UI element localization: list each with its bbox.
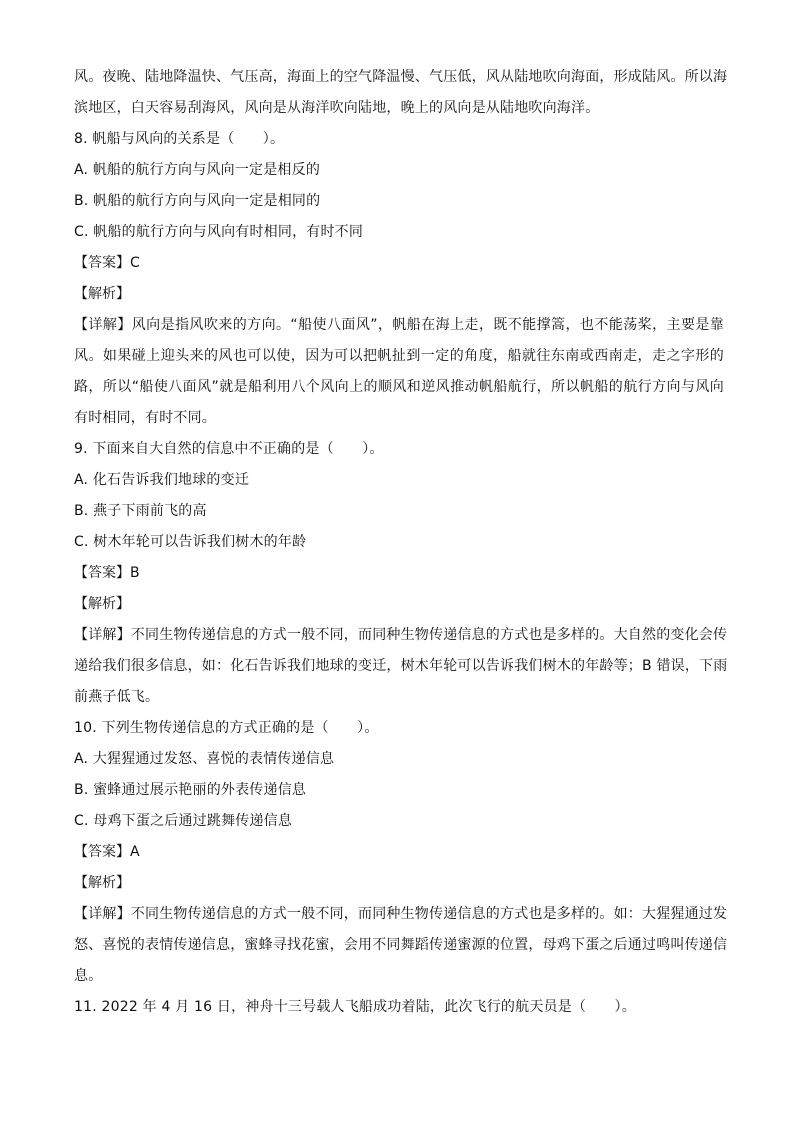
detail-line: 风。如果碰上迎头来的风也可以使，因为可以把帆扯到一定的角度，船就往东南或西南走，走之字形的 [74, 348, 724, 364]
detail-paragraph [74, 620, 728, 713]
analysis-label: 【解析】 [74, 286, 130, 302]
option-b: B. 蜜蜂通过展示艳丽的外表传递信息 [74, 782, 307, 798]
analysis-label: 【解析】 [74, 875, 130, 891]
answer-label: 【答案】B [74, 565, 140, 581]
intro-line-2: 滨地区，白天容易刮海风，风向是从海洋吹向陆地，晚上的风向是从陆地吹向海洋。 [74, 100, 600, 116]
detail-line: 有时相同，有时不同。 [74, 410, 216, 426]
question-stem: 9. 下面来自大自然的信息中不正确的是（ ）。 [74, 441, 384, 457]
option-b: B. 燕子下雨前飞的高 [74, 503, 207, 519]
question-8 [74, 124, 724, 434]
question-stem: 10. 下列生物传递信息的方式正确的是（ ）。 [74, 720, 379, 736]
detail-line: 【详解】不同生物传递信息的方式一般不同，而同种生物传递信息的方式也是多样的。如：大猩猩通过发 [74, 906, 728, 922]
detail-line: 【详解】风向是指风吹来的方向。“船使八面风”，帆船在海上走，既不能撑篙，也不能荡桨，主要是靠 [74, 317, 724, 333]
detail-line: 【详解】不同生物传递信息的方式一般不同，而同种生物传递信息的方式也是多样的。大自然的变化会传 [74, 627, 728, 643]
question-10 [74, 713, 728, 992]
question-stem: 11. 2022 年 4 月 16 日，神舟十三号载人飞船成功着陆，此次飞行的航天员是（ ）。 [74, 999, 636, 1015]
intro-line-1: 风。夜晚、陆地降温快、气压高，海面上的空气降温慢、气压低，风从陆地吹向海面，形成陆风。所以海 [74, 69, 728, 85]
option-a: A. 化石告诉我们地球的变迁 [74, 472, 250, 488]
document-page [74, 62, 728, 1023]
question-9 [74, 434, 728, 713]
option-a: A. 帆船的航行方向与风向一定是相反的 [74, 162, 321, 178]
option-c: C. 帆船的航行方向与风向有时相同，有时不同 [74, 224, 364, 240]
question-11 [74, 992, 724, 1023]
option-c: C. 母鸡下蛋之后通过跳舞传递信息 [74, 813, 293, 829]
intro-paragraph [74, 62, 728, 124]
option-a: A. 大猩猩通过发怒、喜悦的表情传递信息 [74, 751, 335, 767]
answer-label: 【答案】C [74, 255, 140, 271]
option-b: B. 帆船的航行方向与风向一定是相同的 [74, 193, 321, 209]
detail-line: 怒、喜悦的表情传递信息，蜜蜂寻找花蜜，会用不同舞蹈传递蜜源的位置，母鸡下蛋之后通过鸣叫传递信 [74, 937, 728, 953]
detail-line: 息。 [74, 968, 103, 984]
detail-paragraph [74, 310, 724, 434]
detail-paragraph [74, 899, 728, 992]
analysis-label: 【解析】 [74, 596, 130, 612]
detail-line: 前燕子低飞。 [74, 689, 160, 705]
detail-line: 路，所以“船使八面风”就是船利用八个风向上的顺风和逆风推动帆船航行，所以帆船的航行方向与风向 [74, 379, 724, 395]
option-c: C. 树木年轮可以告诉我们树木的年龄 [74, 534, 307, 550]
answer-label: 【答案】A [74, 844, 140, 860]
question-stem: 8. 帆船与风向的关系是（ ）。 [74, 131, 285, 147]
detail-line: 递给我们很多信息，如：化石告诉我们地球的变迁，树木年轮可以告诉我们树木的年龄等；B 错误，下雨 [74, 658, 728, 674]
